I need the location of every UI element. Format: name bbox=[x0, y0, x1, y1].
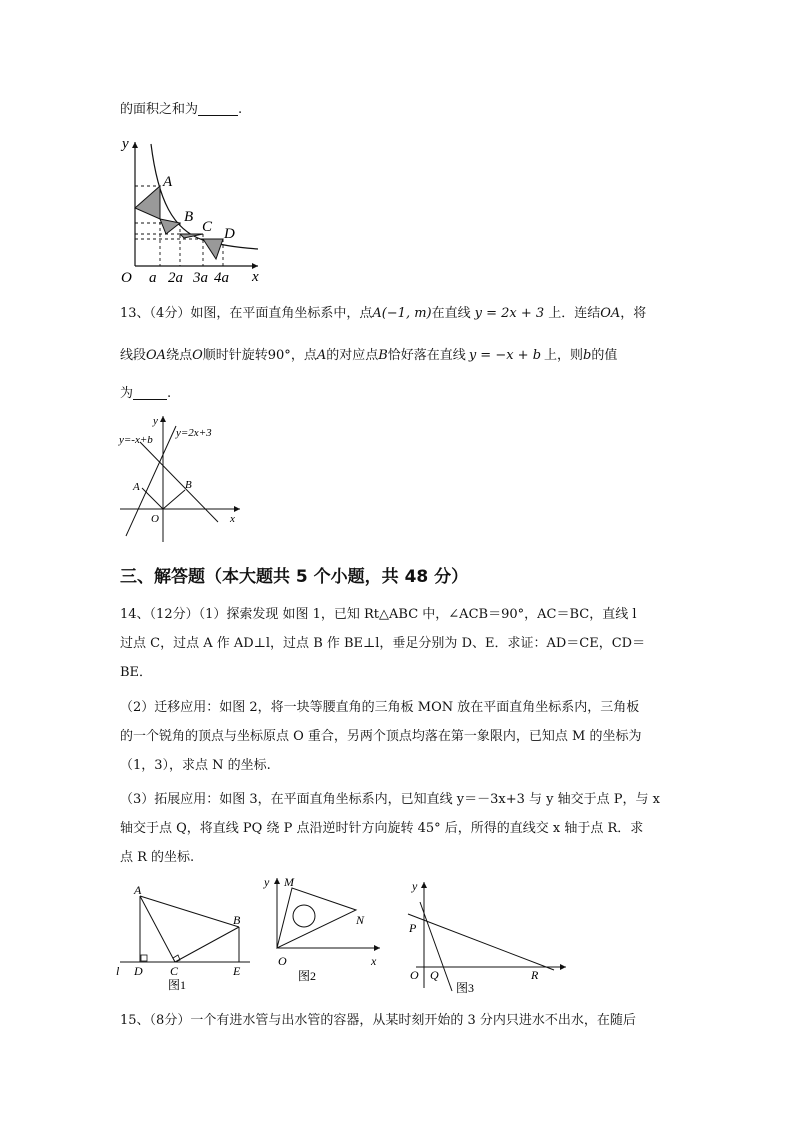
label-origin: O bbox=[278, 954, 287, 968]
q13-text: 上．连结 bbox=[548, 306, 601, 321]
point-e: E bbox=[233, 964, 241, 978]
answer-blank bbox=[133, 385, 167, 400]
label-origin: O bbox=[151, 513, 159, 525]
q14-line-6: （1，3），求点 N 的坐标. bbox=[120, 758, 271, 773]
q13-text: 在直线 bbox=[431, 306, 471, 321]
q13-text: 13、（4分）如图，在平面直角坐标系中，点 bbox=[120, 306, 373, 321]
segment-cb bbox=[175, 927, 239, 962]
shaded-triangle-1 bbox=[135, 186, 160, 219]
q13-text: 顺时针旋转 bbox=[202, 348, 268, 363]
segment-ac bbox=[140, 896, 175, 962]
point-b: B bbox=[184, 209, 194, 225]
q13-text: ，点 bbox=[290, 348, 317, 363]
q13-text: 绕点 bbox=[166, 348, 193, 363]
q13-line-1 bbox=[120, 304, 680, 324]
q13-text: 的值 bbox=[591, 348, 618, 363]
q13-math: OA bbox=[600, 306, 621, 321]
figure-3-caption: 图3 bbox=[456, 981, 475, 995]
point-d: D bbox=[224, 226, 235, 242]
q13-math: O bbox=[192, 348, 203, 363]
label-origin: O bbox=[121, 270, 132, 286]
point-c: C bbox=[170, 964, 179, 978]
point-b: B bbox=[185, 479, 192, 491]
q13-text: 线段 bbox=[120, 348, 147, 363]
q13-math: B bbox=[378, 348, 388, 363]
x-axis-arrow bbox=[560, 964, 566, 970]
point-a: A bbox=[134, 883, 142, 897]
label-y: y bbox=[412, 879, 418, 893]
shaded-triangle-3 bbox=[180, 234, 203, 238]
q13-text: ，将 bbox=[620, 306, 647, 321]
y-axis-arrow bbox=[132, 142, 138, 148]
label-line-neg-x-b: y=-x+b bbox=[119, 434, 153, 446]
q14-line-9: 点 R 的坐标. bbox=[120, 850, 195, 865]
q14-line-4: （2）迁移应用：如图 2，将一块等腰直角的三角板 MON 放在平面直角坐标系内，三角板 bbox=[120, 700, 640, 715]
q13-math: y = 2x + 3 bbox=[474, 306, 545, 321]
q13-math: A bbox=[316, 348, 327, 363]
label-y: y bbox=[122, 136, 129, 152]
q13-text: 的对应点 bbox=[326, 348, 379, 363]
point-p: P bbox=[409, 921, 417, 935]
q14-line-5: 的一个锐角的顶点与坐标原点 O 重合，另两个顶点均落在第一象限内，已知点 M 的坐标为 bbox=[120, 729, 642, 744]
section-heading: 三、解答题（本大题共 5 个小题，共 48 分） bbox=[120, 567, 469, 587]
point-b: B bbox=[233, 913, 241, 927]
q12-text: 的面积之和为 bbox=[120, 102, 199, 117]
segment-oa bbox=[142, 488, 163, 509]
q14-figure-3 bbox=[396, 878, 571, 998]
point-r: R bbox=[531, 968, 539, 982]
x-axis-arrow bbox=[374, 945, 380, 951]
point-q: Q bbox=[430, 968, 439, 982]
answer-blank bbox=[198, 101, 238, 116]
point-c: C bbox=[202, 219, 213, 235]
point-a: A bbox=[133, 481, 140, 493]
q13-text: 上，则 bbox=[544, 348, 584, 363]
point-a: A bbox=[163, 174, 173, 190]
label-x: x bbox=[371, 954, 377, 968]
tick-a: a bbox=[149, 270, 157, 286]
q12-last-line bbox=[120, 100, 680, 120]
q13-math: b bbox=[583, 348, 592, 363]
point-d: D bbox=[134, 964, 143, 978]
q13-text: 为 bbox=[120, 386, 134, 401]
point-n: N bbox=[356, 913, 365, 927]
y-axis-arrow bbox=[421, 882, 427, 888]
label-x: x bbox=[252, 269, 259, 285]
shaded-triangle-4 bbox=[203, 239, 223, 259]
line-y-neg-x-b bbox=[140, 442, 218, 522]
q13-line-3 bbox=[120, 384, 680, 404]
y-axis-arrow bbox=[274, 878, 280, 884]
q14-line-7: （3）拓展应用：如图 3，在平面直角坐标系内，已知直线 y＝－3x+3 与 y 轴交于点 P，与 x bbox=[120, 792, 661, 807]
right-angle-mark-d bbox=[141, 955, 147, 961]
q13-text: . bbox=[167, 386, 172, 401]
figure-1-caption: 图1 bbox=[168, 978, 187, 992]
q12-end: . bbox=[238, 102, 243, 117]
q13-math: y = −x + b bbox=[468, 348, 542, 363]
q13-line-2 bbox=[120, 346, 680, 366]
point-m: M bbox=[284, 875, 294, 889]
q14-figure-2 bbox=[262, 872, 387, 992]
q14-line-1: 14、（12分）（1）探索发现 如图 1，已知 Rt△ABC 中，∠ACB＝90°，AC＝BC，直线 l bbox=[120, 607, 637, 622]
line-pr bbox=[408, 914, 554, 970]
segment-ob bbox=[163, 490, 185, 509]
q13-figure bbox=[118, 412, 248, 544]
x-axis-arrow bbox=[234, 506, 240, 512]
tick-4a: 4a bbox=[214, 270, 229, 286]
q13-math: A(−1, m) bbox=[372, 306, 432, 321]
q14-line-3: BE． bbox=[120, 665, 153, 680]
label-origin: O bbox=[410, 968, 419, 982]
segment-ab bbox=[140, 896, 239, 927]
q13-math: 90° bbox=[267, 348, 291, 363]
q15-line-1: 15、（8分）一个有进水管与出水管的容器，从某时刻开始的 3 分内只进水不出水，在随后 bbox=[120, 1013, 636, 1028]
q13-text: 恰好落在直线 bbox=[387, 348, 466, 363]
q14-figure-1 bbox=[112, 880, 257, 995]
q14-line-8: 轴交于点 Q，将直线 PQ 绕 P 点沿逆时针方向旋转 45° 后，所得的直线交 x 轴于点 R．求 bbox=[120, 821, 644, 836]
triangle-mon bbox=[277, 888, 356, 948]
label-line-2x-3: y=2x+3 bbox=[176, 427, 212, 439]
label-y: y bbox=[153, 415, 158, 427]
q13-math: OA bbox=[146, 348, 167, 363]
y-axis-arrow bbox=[160, 416, 166, 422]
triangle-hole bbox=[293, 905, 315, 927]
q12-figure bbox=[118, 130, 268, 285]
label-y: y bbox=[264, 875, 270, 889]
tick-2a: 2a bbox=[168, 270, 183, 286]
label-x: x bbox=[230, 513, 235, 525]
label-l: l bbox=[116, 964, 120, 978]
figure-2-caption: 图2 bbox=[298, 969, 317, 983]
tick-3a: 3a bbox=[193, 270, 208, 286]
q14-line-2: 过点 C，过点 A 作 AD⊥l，过点 B 作 BE⊥l，垂足分别为 D、E．求证：AD＝CE，CD＝ bbox=[120, 636, 646, 651]
